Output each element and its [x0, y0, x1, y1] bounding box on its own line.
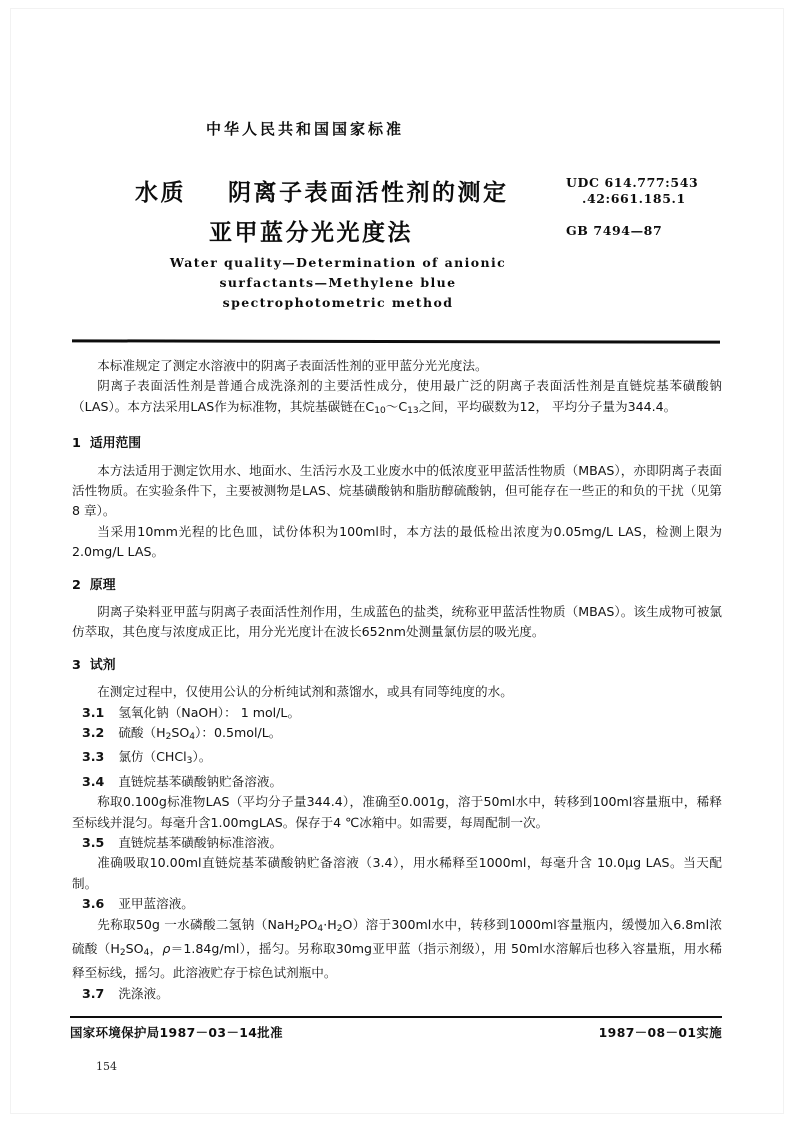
reagent-3-3-number: 3.3 [82, 749, 105, 765]
reagent-3-7-number: 3.7 [82, 985, 105, 1001]
footer-effective-date: 1987－08－01实施 [598, 1025, 722, 1040]
document-title [135, 174, 535, 247]
reagent-3-3-text-a: 氯仿（CHCl [118, 749, 187, 765]
footer-approval-text: 国家环境保护局1987－03－14批准 [70, 1025, 283, 1040]
reagent-3-6-subscript-2: 4 [317, 923, 324, 934]
english-title [143, 253, 533, 313]
intro-paragraph-1: 本标准规定了测定水溶液中的阴离子表面活性剂的亚甲蓝分光光度法。 [97, 358, 488, 373]
english-title-line-1: Water quality—Determination of anionic [169, 255, 507, 270]
english-title-line-3: spectrophotometric method [222, 295, 454, 310]
reagent-item-3-5 [72, 833, 722, 853]
reagent-3-6-density-symbol: ρ [162, 941, 171, 957]
intro-p2-subscript-1: 10 [374, 405, 386, 416]
section-3-paragraph-1: 在测定过程中，仅使用公认的分析纯试剂和蒸馏水，或具有同等纯度的水。 [97, 684, 513, 700]
english-title-line-2: surfactants—Methylene blue [219, 275, 457, 290]
reagent-3-6-subscript-3: 2 [336, 923, 343, 934]
footer-divider-rule [70, 1016, 722, 1018]
reagent-3-6-number: 3.6 [82, 896, 105, 912]
reagent-3-6-text-g: ＝1.84g/ml），摇匀。另称取30mg亚甲蓝（指示剂级），用 50ml水溶解后也移入容量瓶，用水稀释至标线，摇匀。此溶液贮存于棕色试剂瓶中。 [72, 941, 722, 981]
national-standard-header: 中华人民共和国国家标准 [206, 120, 405, 138]
reagent-3-6-text-c: ·H [323, 916, 337, 932]
reagent-3-2-text-a: 硫酸（H [118, 725, 166, 741]
udc-code-line-1: UDC 614.777:543 [566, 175, 699, 190]
section-1-paragraph-2: 当采用10mm光程的比色皿，试份体积为100ml时，本方法的最低检出浓度为0.05mg/L LAS，检测上限为2.0mg/L LAS。 [72, 523, 722, 560]
reagent-3-6-subscript-1: 2 [294, 923, 300, 934]
reagent-3-4-number: 3.4 [82, 773, 105, 789]
section-2-paragraph-1: 阴离子染料亚甲蓝与阴离子表面活性剂作用，生成蓝色的盐类，统称亚甲蓝活性物质（MBAS）。该生成物可被氯仿萃取，其色度与浓度成正比，用分光光度计在波长652nm处测量氯仿层的吸光度。 [72, 604, 722, 640]
reagent-3-6-text-b: PO [299, 916, 318, 932]
page-number: 154 [96, 1060, 117, 1073]
reagent-3-4-body: 称取0.100g标准物LAS（平均分子量344.4），准确至0.001g，溶于50ml水中，转移到100ml容量瓶中，稀释至标线并混匀。每毫升含1.00mgLAS。保存于4 ℃冰箱中。如需要，每周配制一次。 [72, 794, 722, 830]
intro-p2-part-c: 之间，平均碳数为12， 平均分子量为344.4。 [418, 398, 677, 414]
reagent-3-7-title: 洗涤液。 [118, 985, 169, 1001]
section-3-title: 试剂 [89, 657, 116, 673]
standard-code-block [566, 175, 698, 238]
section-heading-1 [72, 434, 722, 454]
reagent-3-1-text: 氢氧化钠（NaOH）： 1 mol/L。 [118, 704, 301, 720]
section-1-title: 适用范围 [89, 436, 142, 452]
section-1-number: 1 [72, 436, 81, 452]
section-2-number: 2 [72, 577, 81, 593]
reagent-3-3-subscript-1: 3 [186, 756, 193, 767]
title-line-2: 亚甲蓝分光光度法 [209, 220, 413, 246]
reagent-3-2-text-c: ）：0.5mol/L。 [195, 725, 282, 741]
section-heading-2 [72, 576, 722, 596]
udc-code-line-2: .42:661.185.1 [582, 191, 686, 206]
reagent-3-6-text-f: ， [149, 941, 163, 957]
reagent-item-3-7 [72, 984, 722, 1004]
reagent-3-2-number: 3.2 [82, 725, 105, 741]
reagent-3-6-subscript-5: 4 [143, 948, 150, 959]
reagent-3-2-subscript-2: 4 [189, 732, 196, 743]
gb-standard-number: GB 7494—87 [566, 223, 663, 238]
reagent-3-1-number: 3.1 [82, 704, 105, 720]
reagent-item-3-1 [72, 703, 722, 723]
reagent-3-5-number: 3.5 [82, 835, 105, 851]
section-2-title: 原理 [89, 577, 116, 593]
intro-p2-part-a: 阴离子表面活性剂是普通合成洗涤剂的主要活性成分，使用最广泛的阴离子表面活性剂是直链烷基苯磺酸钠（LAS）。本方法采用LAS作为标准物，其烷基碳链在C [72, 378, 722, 414]
intro-p2-part-b: ～C [385, 398, 408, 414]
reagent-3-2-text-b: SO [171, 725, 190, 741]
reagent-3-2-subscript-1: 2 [165, 732, 172, 743]
reagent-3-4-title: 直链烷基苯磺酸钠贮备溶液。 [118, 773, 283, 789]
reagent-3-5-title: 直链烷基苯磺酸钠标准溶液。 [118, 835, 283, 851]
section-3-number: 3 [72, 657, 81, 673]
reagent-3-5-body: 准确吸取10.00ml直链烷基苯磺酸钠贮备溶液（3.4），用水稀释至1000ml，每毫升含 10.0μg LAS。当天配制。 [72, 855, 722, 891]
document-body [72, 356, 722, 1004]
section-1-paragraph-1: 本方法适用于测定饮用水、地面水、生活污水及工业废水中的低浓度亚甲蓝活性物质（MBAS），亦即阴离子表面活性物质。在实验条件下，主要被测物是LAS、烷基磺酸钠和脂肪醇硫酸钠，但可能存在一些正的和负的干扰（见第 8 章）。 [72, 462, 722, 519]
reagent-item-3-2 [72, 723, 722, 747]
reagent-3-6-text-a: 先称取50g 一水磷酸二氢钠（NaH [97, 916, 295, 932]
reagent-item-3-4 [72, 772, 722, 792]
intro-paragraph-2 [72, 376, 722, 421]
reagent-3-6-body [72, 915, 722, 984]
title-line-1: 水质 阴离子表面活性剂的测定 [135, 180, 509, 206]
reagent-item-3-6 [72, 894, 722, 914]
reagent-3-6-subscript-4: 2 [119, 948, 126, 959]
intro-p2-subscript-2: 13 [407, 405, 419, 416]
reagent-item-3-3 [72, 747, 722, 771]
reagent-3-6-text-d: O）溶于300ml水中，转移到1000ml容量瓶内，缓慢加入6.8ml浓硫酸（H [72, 916, 722, 957]
header-divider-rule [72, 339, 720, 343]
reagent-3-3-text-b: ）。 [192, 749, 212, 765]
reagent-3-6-title: 亚甲蓝溶液。 [118, 896, 194, 912]
section-heading-3 [72, 656, 722, 676]
reagent-3-6-text-e: SO [125, 941, 144, 957]
